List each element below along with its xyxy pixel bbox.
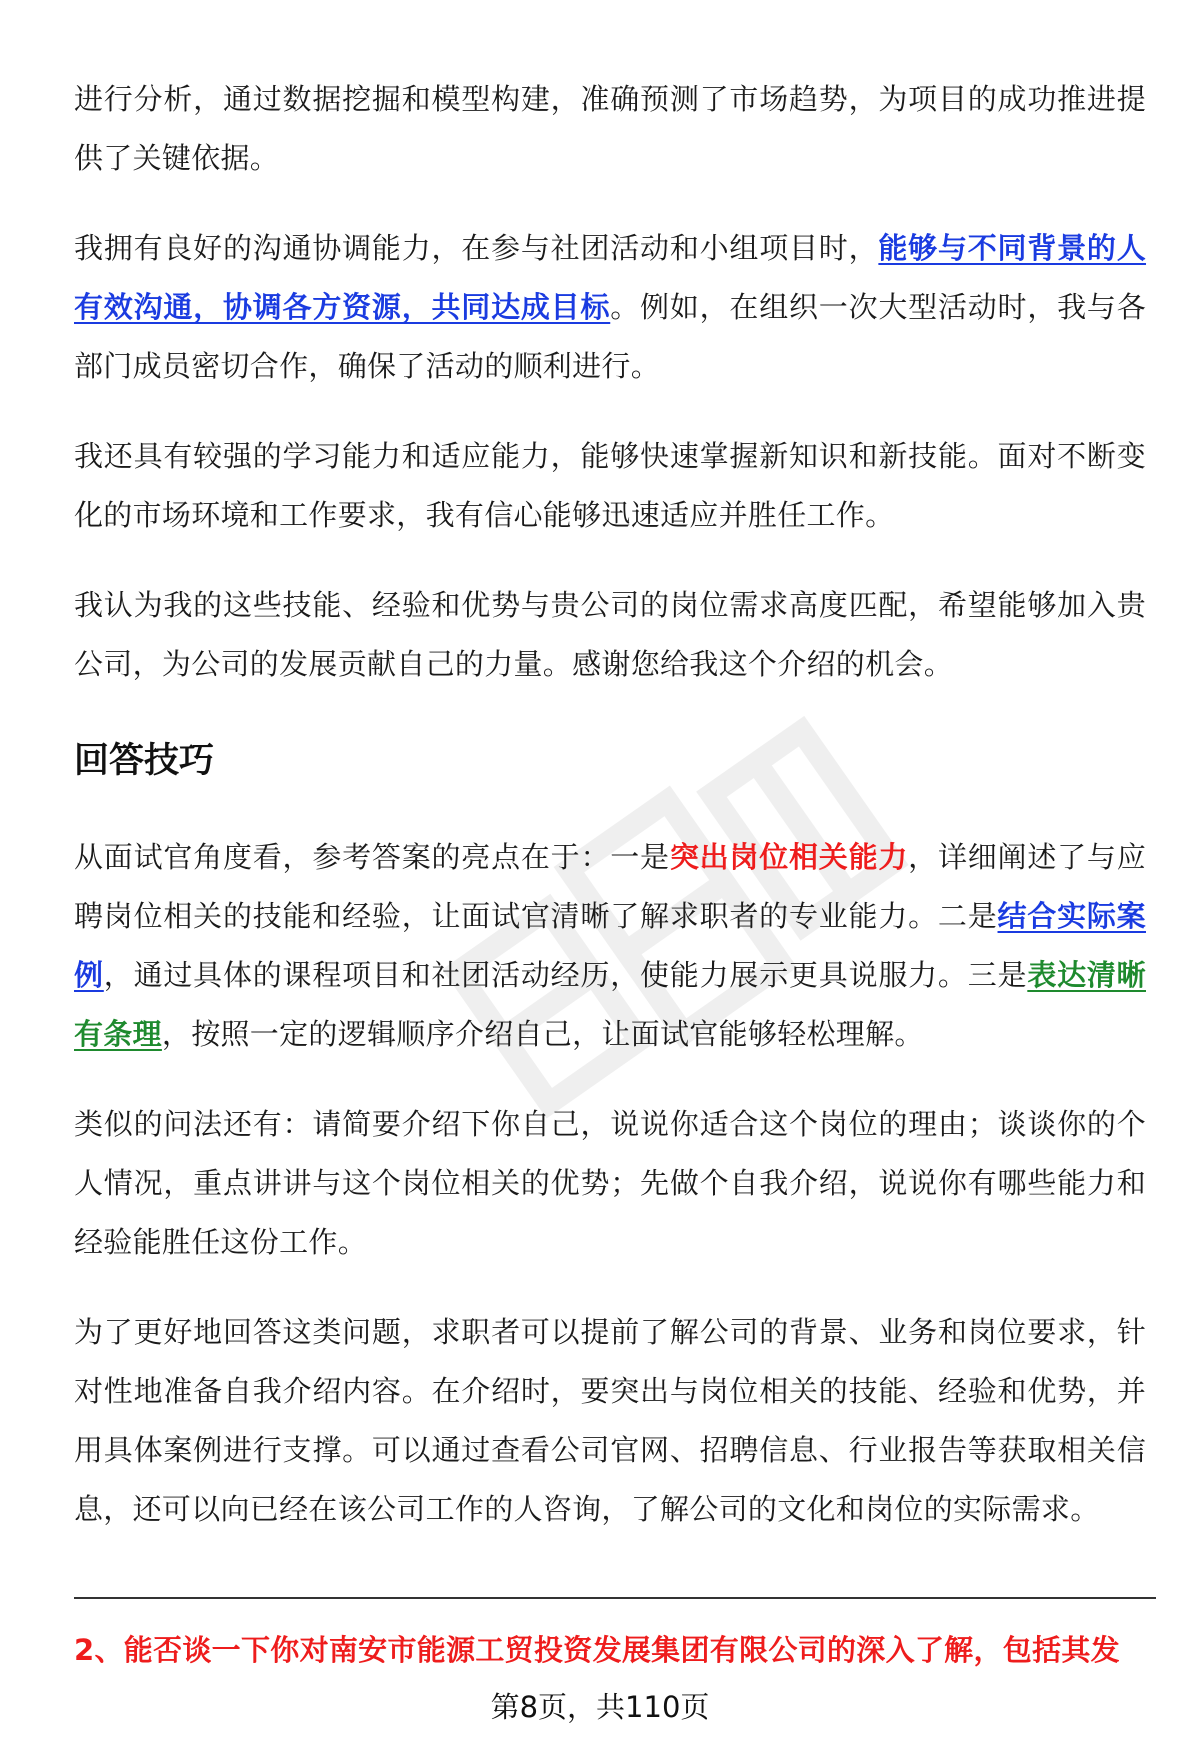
paragraph-analysis: 进行分析，通过数据挖掘和模型构建，准确预测了市场趋势，为项目的成功推进提供了关键依据。 bbox=[74, 82, 1146, 175]
next-question-heading: 2、能否谈一下你对南安市能源工贸投资发展集团有限公司的深入了解，包括其发 bbox=[74, 1633, 1120, 1667]
paragraph-learning: 我还具有较强的学习能力和适应能力，能够快速掌握新知识和新技能。面对不断变化的市场环境和工作要求，我有信心能够迅速适应并胜任工作。 bbox=[74, 439, 1146, 532]
tips-text-d: ，按照一定的逻辑顺序介绍自己，让面试官能够轻松理解。 bbox=[161, 1017, 924, 1051]
paragraph-similar-questions: 类似的问法还有：请简要介绍下你自己，说说你适合这个岗位的理由；谈谈你的个人情况，重点讲讲与这个岗位相关的优势；先做个自我介绍，说说你有哪些能力和经验能胜任这份工作。 bbox=[74, 1107, 1146, 1259]
tips-text-b: ，详细阐述了与应聘岗位相关的技能和经验，让面试官清晰了解求职者的专业能力。二是 bbox=[74, 840, 1146, 933]
page-number: 第8页，共110页 bbox=[490, 1690, 710, 1724]
highlight-clear-expression: 表达清晰有条理 bbox=[74, 958, 1146, 1051]
paragraph-communication bbox=[74, 219, 1146, 396]
tips-text-c: ，通过具体的课程项目和社团活动经历，使能力展示更具说服力。三是 bbox=[103, 958, 1028, 992]
document-body bbox=[74, 70, 1146, 1570]
paragraph-conclusion: 我认为我的这些技能、经验和优势与贵公司的岗位需求高度匹配，希望能够加入贵公司，为公司的发展贡献自己的力量。感谢您给我这个介绍的机会。 bbox=[74, 588, 1146, 681]
tips-text-a: 从面试官角度看，参考答案的亮点在于：一是 bbox=[74, 840, 670, 874]
highlight-communication: 能够与不同背景的人有效沟通，协调各方资源，共同达成目标 bbox=[74, 231, 1147, 324]
section-divider bbox=[74, 1597, 1156, 1599]
section-title-answer-tips: 回答技巧 bbox=[74, 741, 215, 781]
paragraph-tips-highlights bbox=[74, 828, 1146, 1064]
highlight-real-cases: 结合实际案例 bbox=[74, 899, 1146, 992]
highlight-job-ability: 突出岗位相关能力 bbox=[669, 840, 909, 874]
paragraph-preparation-advice: 为了更好地回答这类问题，求职者可以提前了解公司的背景、业务和岗位要求，针对性地准备自我介绍内容。在介绍时，要突出与岗位相关的技能、经验和优势，并用具体案例进行支撑。可以通过查看公司官网、招聘信息、行业报告等获取相关信息，还可以向已经在该公司工作的人咨询，了解公司的文化和岗位的实际需求。 bbox=[74, 1315, 1146, 1526]
paragraph-communication-text-b: 。例如，在组织一次大型活动时，我与各部门成员密切合作，确保了活动的顺利进行。 bbox=[74, 290, 1146, 383]
paragraph-communication-text-a: 我拥有良好的沟通协调能力，在参与社团活动和小组项目时， bbox=[74, 231, 879, 265]
